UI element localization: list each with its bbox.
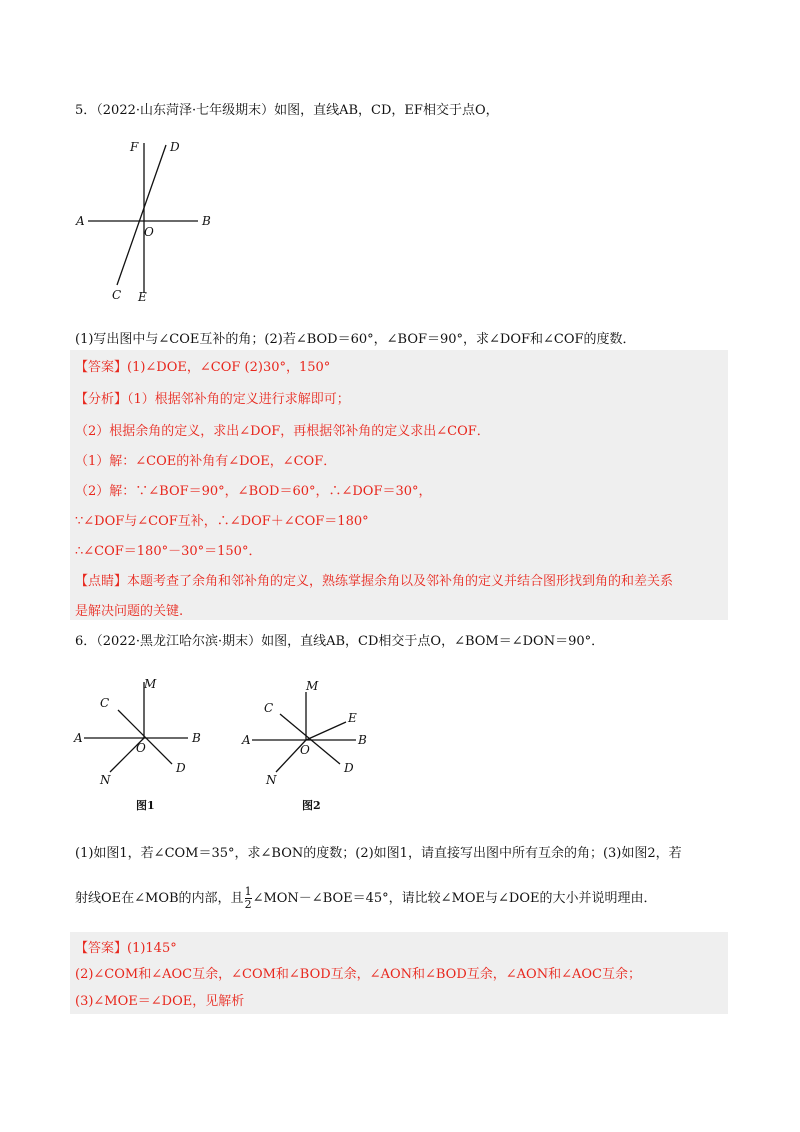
- fig1-label-A: A: [74, 731, 83, 745]
- fig2-label-M: M: [306, 679, 319, 693]
- fig2-label-C: C: [264, 701, 274, 715]
- half-fraction: [245, 886, 252, 911]
- q6-answer-3: (3)∠MOE＝∠DOE，见解析: [75, 994, 245, 1009]
- q5-answer: 【答案】(1)∠DOE，∠COF (2)30°，150°: [75, 360, 331, 375]
- fig2-caption: 图2: [302, 799, 321, 812]
- q5-figure: [70, 135, 240, 310]
- frac-numerator: 1: [244, 885, 252, 898]
- fig1-label-M: M: [144, 677, 157, 691]
- q6-answer-2: (2)∠COM和∠AOC互余，∠COM和∠BOD互余，∠AON和∠BOD互余，∠AON和∠AOC互余；: [75, 967, 641, 982]
- q5-label-F: F: [130, 140, 139, 154]
- frac-denominator: 2: [244, 898, 252, 911]
- fig2-label-O: O: [300, 743, 310, 757]
- q6-stem: 6．（2022·黑龙江哈尔滨·期末）如图，直线AB，CD相交于点O，∠BOM＝∠DON＝90°．: [75, 634, 605, 649]
- q6-figure-2: [240, 672, 390, 817]
- fig1-caption: 图1: [136, 799, 155, 812]
- q5-analysis-2: （2）根据余角的定义，求出∠DOF，再根据邻补角的定义求出∠COF．: [75, 424, 490, 439]
- q5-comment-1: 【点睛】本题考查了余角和邻补角的定义，熟练掌握余角以及邻补角的定义并结合图形找到角的和差关系: [75, 574, 674, 589]
- q5-solution-2: （2）解：∵∠BOF＝90°，∠BOD＝60°，∴∠DOF＝30°，: [75, 484, 432, 499]
- q5-analysis-1: 【分析】（1）根据邻补角的定义进行求解即可；: [75, 392, 350, 407]
- q5-label-B: B: [202, 214, 211, 228]
- q5-label-O: O: [144, 225, 154, 239]
- fig1-label-N: N: [100, 773, 111, 787]
- fig1-label-C: C: [100, 696, 110, 710]
- q5-label-C: C: [112, 288, 122, 302]
- q6-answer-1: 【答案】(1)145°: [75, 941, 177, 956]
- q5-label-D: D: [170, 140, 180, 154]
- q5-label-A: A: [76, 214, 85, 228]
- fig1-label-B: B: [192, 731, 201, 745]
- q5-solution-3: ∵∠DOF与∠COF互补，∴∠DOF＋∠COF＝180°: [75, 514, 369, 529]
- q5-label-E: E: [138, 290, 147, 304]
- q5-question: (1)写出图中与∠COE互补的角；(2)若∠BOD＝60°，∠BOF＝90°，求∠DOF和∠COF的度数．: [75, 332, 636, 347]
- q5-solution-1: （1）解：∠COE的补角有∠DOE，∠COF．: [75, 454, 337, 469]
- q5-stem: 5．（2022·山东菏泽·七年级期末）如图，直线AB，CD，EF相交于点O，: [75, 103, 499, 118]
- q5-solution-4: ∴∠COF＝180°－30°＝150°．: [75, 544, 262, 559]
- q6-figure-1: [72, 672, 222, 817]
- q6-question-2b: ∠MON－∠BOE＝45°，请比较∠MOE与∠DOE的大小并说明理由．: [252, 891, 657, 906]
- q6-question-line-2: [75, 886, 657, 911]
- q6-question-line-1: (1)如图1，若∠COM＝35°，求∠BON的度数；(2)如图1，请直接写出图中所有互余的角；(3)如图2，若: [75, 846, 682, 861]
- fig2-label-E: E: [348, 711, 357, 725]
- fig2-label-A: A: [242, 733, 251, 747]
- q5-comment-2: 是解决问题的关键.: [75, 604, 184, 619]
- fig2-label-N: N: [266, 773, 277, 787]
- fig2-label-B: B: [358, 733, 367, 747]
- fig2-label-D: D: [344, 761, 354, 775]
- q6-question-2a: 射线OE在∠MOB的内部，且: [75, 891, 244, 906]
- fig1-label-O: O: [136, 741, 146, 755]
- fig1-label-D: D: [176, 761, 186, 775]
